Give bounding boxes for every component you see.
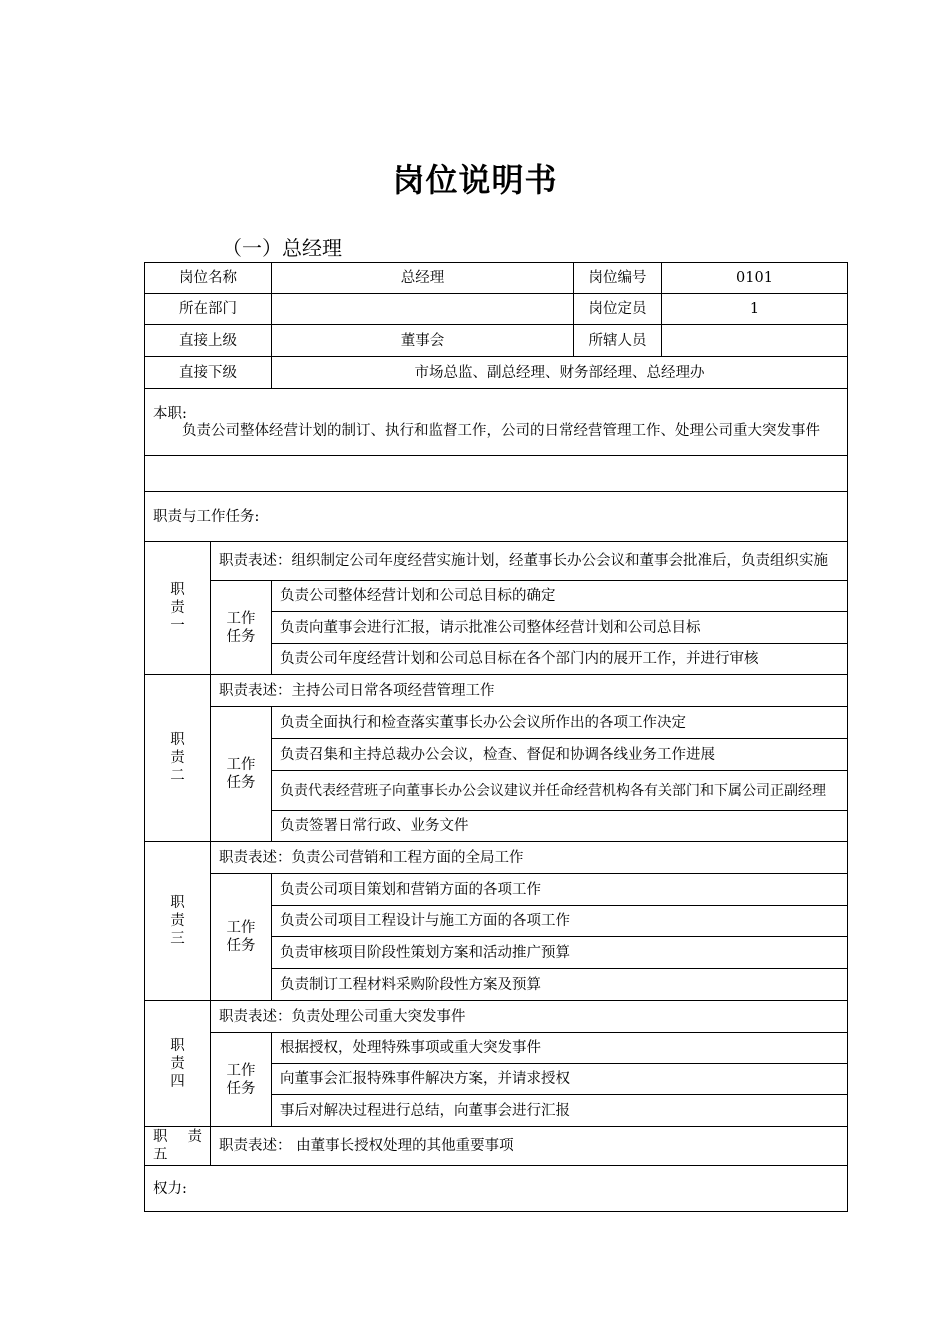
duty-4-statement-row (145, 1001, 848, 1033)
duty-4-task: 根据授权，处理特殊事项或重大突发事件 (272, 1033, 848, 1064)
duty-5-label-char: 责 (187, 1129, 202, 1145)
task-label-line: 工作 (226, 610, 256, 627)
duty-2-task-row (145, 707, 848, 739)
duty-5-label-char: 五 (153, 1147, 168, 1163)
blank-cell (145, 456, 848, 492)
row-position-name (145, 263, 848, 294)
duty-4-label-char: 四 (170, 1073, 185, 1090)
duty-4-label-char: 责 (170, 1055, 185, 1072)
job-description-table (144, 262, 848, 1212)
duties-heading: 职责与工作任务: (145, 492, 848, 542)
quota-label: 岗位定员 (574, 294, 662, 325)
summary-label: 本职: (153, 405, 187, 422)
power-label: 权力: (145, 1166, 848, 1212)
department-value (272, 294, 574, 325)
duty-2-task: 负责代表经营班子向董事长办公会议建议并任命经营机构各有关部门和下属公司正副经理 (272, 771, 848, 811)
summary-cell (145, 389, 848, 456)
duty-3-task: 负责制订工程材料采购阶段性方案及预算 (272, 969, 848, 1001)
duty-1-statement: 职责表述：组织制定公司年度经营实施计划，经董事长办公会议和董事会批准后，负责组织实施 (211, 542, 848, 581)
duty-3-task: 负责公司项目策划和营销方面的各项工作 (272, 874, 848, 906)
duty-2-task: 负责签署日常行政、业务文件 (272, 811, 848, 842)
duty-5-label-char: 职 (153, 1129, 168, 1145)
duty-3-task: 负责审核项目阶段性策划方案和活动推广预算 (272, 937, 848, 969)
duty-2-task: 负责召集和主持总裁办公会议，检查、督促和协调各线业务工作进展 (272, 739, 848, 771)
duty-3-label (145, 842, 211, 1001)
duty-2-label-char: 责 (170, 750, 185, 766)
position-code-value: 0101 (662, 263, 848, 294)
duty-4-statement: 职责表述：负责处理公司重大突发事件 (211, 1001, 848, 1033)
row-summary (145, 389, 848, 456)
duty-2-task: 负责全面执行和检查落实董事长办公会议所作出的各项工作决定 (272, 707, 848, 739)
position-code-label: 岗位编号 (574, 263, 662, 294)
staff-value (662, 325, 848, 357)
summary-text: 负责公司整体经营计划的制订、执行和监督工作，公司的日常经营管理工作、处理公司重大突发事件 (182, 422, 820, 439)
duty-2-statement: 职责表述：主持公司日常各项经营管理工作 (211, 675, 848, 707)
position-name-label: 岗位名称 (145, 263, 272, 294)
duty-4-task-label (211, 1033, 272, 1127)
task-label-line: 工作 (226, 1062, 256, 1079)
duty-3-label-char: 职 (170, 895, 185, 911)
subordinates-label: 直接下级 (145, 357, 272, 389)
duty-5-label (145, 1127, 211, 1166)
row-subordinates (145, 357, 848, 389)
row-power (145, 1166, 848, 1212)
duty-3-task-label (211, 874, 272, 1001)
section-heading: （一）总经理 (222, 236, 342, 260)
subordinates-value: 市场总监、副总经理、财务部经理、总经理办 (272, 357, 848, 389)
row-superior (145, 325, 848, 357)
duty-1-statement-row (145, 542, 848, 581)
duty-2-task-label (211, 707, 272, 842)
duty-2-label-char: 职 (170, 732, 185, 748)
duty-3-statement-row (145, 842, 848, 874)
duty-1-task: 负责公司整体经营计划和公司总目标的确定 (272, 581, 848, 612)
duty-2-label (145, 675, 211, 842)
duty-3-label-char: 三 (170, 931, 185, 947)
duty-4-task: 向董事会汇报特殊事件解决方案，并请求授权 (272, 1064, 848, 1095)
task-label-line: 任务 (226, 628, 256, 645)
task-label-line: 任务 (226, 1080, 256, 1097)
task-label-line: 任务 (226, 938, 256, 954)
duty-5-row (145, 1127, 848, 1166)
position-name-value: 总经理 (272, 263, 574, 294)
duty-1-task: 负责公司年度经营计划和公司总目标在各个部门内的展开工作，并进行审核 (272, 644, 848, 675)
duty-1-label-char: 责 (170, 600, 185, 616)
duty-1-label-char: 职 (170, 582, 185, 598)
row-blank (145, 456, 848, 492)
task-label-line: 工作 (226, 920, 256, 936)
duty-4-label (145, 1001, 211, 1127)
duty-1-label-char: 一 (170, 618, 185, 634)
duty-2-statement-row (145, 675, 848, 707)
staff-label: 所辖人员 (574, 325, 662, 357)
task-label-line: 工作 (226, 757, 256, 773)
duty-4-task: 事后对解决过程进行总结，向董事会进行汇报 (272, 1095, 848, 1127)
quota-value: 1 (662, 294, 848, 325)
duty-1-task-label (211, 581, 272, 675)
duty-3-statement: 职责表述：负责公司营销和工程方面的全局工作 (211, 842, 848, 874)
row-department (145, 294, 848, 325)
duty-2-label-char: 二 (170, 768, 185, 784)
duty-5-statement: 职责表述： 由董事长授权处理的其他重要事项 (211, 1127, 848, 1166)
duty-4-task-row (145, 1033, 848, 1064)
duty-3-task-row (145, 874, 848, 906)
duty-3-label-char: 责 (170, 913, 185, 929)
duty-1-task: 负责向董事会进行汇报，请示批准公司整体经营计划和公司总目标 (272, 612, 848, 644)
task-label-line: 任务 (226, 775, 256, 791)
page-title: 岗位说明书 (392, 161, 558, 199)
superior-value: 董事会 (272, 325, 574, 357)
superior-label: 直接上级 (145, 325, 272, 357)
duty-1-label (145, 542, 211, 675)
row-duties-heading (145, 492, 848, 542)
duty-4-label-char: 职 (170, 1037, 185, 1054)
duty-3-task: 负责公司项目工程设计与施工方面的各项工作 (272, 906, 848, 937)
duty-1-task-row (145, 581, 848, 612)
department-label: 所在部门 (145, 294, 272, 325)
